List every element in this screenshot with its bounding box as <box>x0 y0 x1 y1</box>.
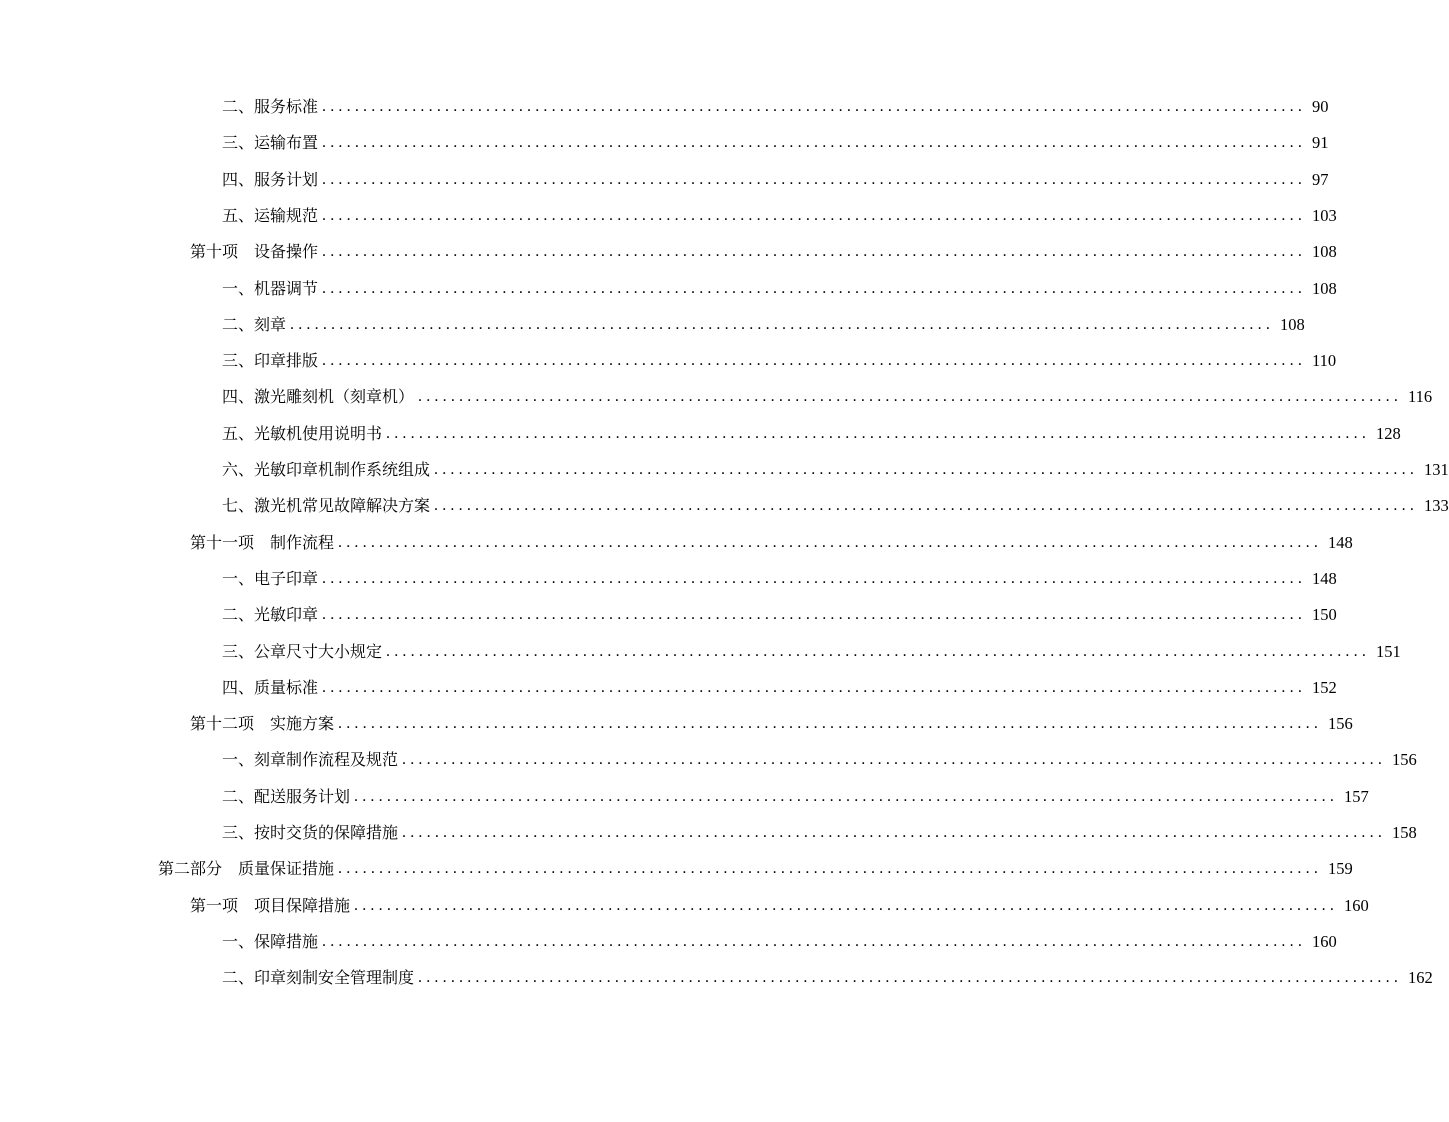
dot-leader: ........................................................................................................................ <box>338 533 1323 551</box>
toc-entry-page-number: 158 <box>1392 823 1417 842</box>
dot-leader: ........................................................................................................................ <box>322 170 1307 188</box>
toc-entry-page-number: 152 <box>1312 677 1337 697</box>
toc-entry[interactable] <box>222 634 1401 670</box>
dot-leader: ........................................................................................................................ <box>290 315 1275 333</box>
toc-entry-title: 二、印章刻制安全管理制度 <box>222 968 415 988</box>
dot-leader: ........................................................................................................................ <box>322 352 1307 370</box>
toc-entry-title: 一、刻章制作流程及规范 <box>222 750 399 770</box>
toc-entry-page-number: 156 <box>1328 714 1353 734</box>
dot-leader: ........................................................................................................................ <box>322 243 1307 261</box>
toc-entry-title: 第一项 项目保障措施 <box>190 895 351 915</box>
dot-leader: ........................................................................................................................ <box>434 461 1419 478</box>
dot-leader: ........................................................................................................................ <box>322 98 1307 115</box>
toc-entry[interactable] <box>222 452 1449 488</box>
toc-entry[interactable] <box>222 924 1337 960</box>
dot-leader: ........................................................................................................................ <box>386 424 1371 442</box>
toc-entry-title: 二、刻章 <box>222 314 287 334</box>
toc-entry[interactable] <box>190 888 1369 924</box>
toc-entry[interactable] <box>222 742 1417 778</box>
dot-leader: ........................................................................................................................ <box>354 787 1339 805</box>
dot-leader: ........................................................................................................................ <box>322 678 1307 696</box>
toc-entry-page-number: 116 <box>1408 387 1433 407</box>
toc-entry-title: 四、激光雕刻机（刻章机） <box>222 387 415 407</box>
toc-entry-page-number: 160 <box>1344 895 1369 915</box>
toc-entry[interactable] <box>222 815 1417 851</box>
toc-entry[interactable] <box>222 488 1449 524</box>
toc-entry-title: 三、按时交货的保障措施 <box>222 823 399 842</box>
toc-entry-page-number: 148 <box>1328 532 1353 552</box>
toc-entry[interactable] <box>222 779 1369 815</box>
toc-entry-title: 第十二项 实施方案 <box>190 714 335 734</box>
toc-entry-title: 四、质量标准 <box>222 677 319 697</box>
toc-entry[interactable] <box>222 271 1337 307</box>
toc-entry[interactable] <box>222 125 1329 161</box>
toc-entry-page-number: 148 <box>1312 568 1337 588</box>
toc-entry-title: 三、运输布置 <box>222 133 319 153</box>
toc-entry-title: 七、激光机常见故障解决方案 <box>222 496 431 516</box>
dot-leader: ........................................................................................................................ <box>338 715 1323 733</box>
toc-entry[interactable] <box>222 960 1433 996</box>
toc-entry-page-number: 133 <box>1424 496 1449 516</box>
toc-entry[interactable] <box>222 561 1337 597</box>
toc-entry-page-number: 90 <box>1312 97 1329 116</box>
dot-leader: ........................................................................................................................ <box>402 751 1387 769</box>
toc-entry[interactable] <box>190 234 1337 270</box>
toc-entry-title: 一、电子印章 <box>222 568 319 588</box>
toc-entry-page-number: 128 <box>1376 423 1401 443</box>
toc-entry-page-number: 150 <box>1312 605 1337 625</box>
toc-entry-title: 第十项 设备操作 <box>190 242 319 262</box>
dot-leader: ........................................................................................................................ <box>322 206 1307 224</box>
dot-leader: ........................................................................................................................ <box>386 642 1371 660</box>
toc-entry-page-number: 160 <box>1312 931 1337 951</box>
toc-entry-title: 第二部分 质量保证措施 <box>158 859 335 879</box>
toc-entry-title: 第十一项 制作流程 <box>190 532 335 552</box>
toc-entry-title: 一、机器调节 <box>222 278 319 298</box>
toc-entry-title: 二、服务标准 <box>222 97 319 116</box>
dot-leader: ........................................................................................................................ <box>338 860 1323 878</box>
toc-entry-page-number: 110 <box>1312 351 1337 371</box>
toc-entry[interactable] <box>222 670 1337 706</box>
toc-entry[interactable] <box>222 89 1329 125</box>
toc-entry-page-number: 103 <box>1312 205 1337 225</box>
toc-entry[interactable] <box>222 162 1329 198</box>
toc-entry[interactable] <box>222 597 1337 633</box>
toc-entry[interactable] <box>222 343 1337 379</box>
dot-leader: ........................................................................................................................ <box>322 569 1307 587</box>
toc-entry[interactable] <box>222 307 1305 343</box>
dot-leader: ........................................................................................................................ <box>418 969 1403 987</box>
toc-entry-page-number: 151 <box>1376 641 1401 661</box>
toc-entry-page-number: 157 <box>1344 786 1369 806</box>
toc-entry-page-number: 97 <box>1312 169 1329 189</box>
toc-entry[interactable] <box>190 525 1353 561</box>
dot-leader: ........................................................................................................................ <box>322 279 1307 297</box>
toc-entry[interactable] <box>222 416 1401 452</box>
dot-leader: ........................................................................................................................ <box>354 896 1339 914</box>
toc-entry-title: 三、公章尺寸大小规定 <box>222 641 383 661</box>
dot-leader: ........................................................................................................................ <box>322 134 1307 152</box>
toc-entry-title: 五、运输规范 <box>222 205 319 225</box>
toc-entry-title: 五、光敏机使用说明书 <box>222 423 383 443</box>
toc-entry-title: 一、保障措施 <box>222 931 319 951</box>
dot-leader: ........................................................................................................................ <box>322 932 1307 950</box>
toc-entry-title: 六、光敏印章机制作系统组成 <box>222 460 431 479</box>
dot-leader: ........................................................................................................................ <box>322 606 1307 624</box>
toc-entry[interactable] <box>222 198 1337 234</box>
toc-entry-page-number: 91 <box>1312 133 1329 153</box>
toc-entry-page-number: 131 <box>1424 460 1449 479</box>
toc-entry-title: 二、光敏印章 <box>222 605 319 625</box>
toc-entry-page-number: 108 <box>1312 242 1337 262</box>
toc-entry-title: 二、配送服务计划 <box>222 786 351 806</box>
dot-leader: ........................................................................................................................ <box>418 388 1403 406</box>
toc-entry-page-number: 159 <box>1328 859 1353 879</box>
toc-entry-title: 四、服务计划 <box>222 169 319 189</box>
toc-entry-page-number: 156 <box>1392 750 1417 770</box>
toc-entry-title: 三、印章排版 <box>222 351 319 371</box>
toc-entry[interactable] <box>158 851 1353 887</box>
toc-entry-page-number: 162 <box>1408 968 1433 988</box>
toc-entry-page-number: 108 <box>1280 314 1305 334</box>
dot-leader: ........................................................................................................................ <box>402 824 1387 841</box>
dot-leader: ........................................................................................................................ <box>434 497 1419 515</box>
toc-entry-page-number: 108 <box>1312 278 1337 298</box>
toc-entry[interactable] <box>222 379 1433 415</box>
toc-entry[interactable] <box>190 706 1353 742</box>
